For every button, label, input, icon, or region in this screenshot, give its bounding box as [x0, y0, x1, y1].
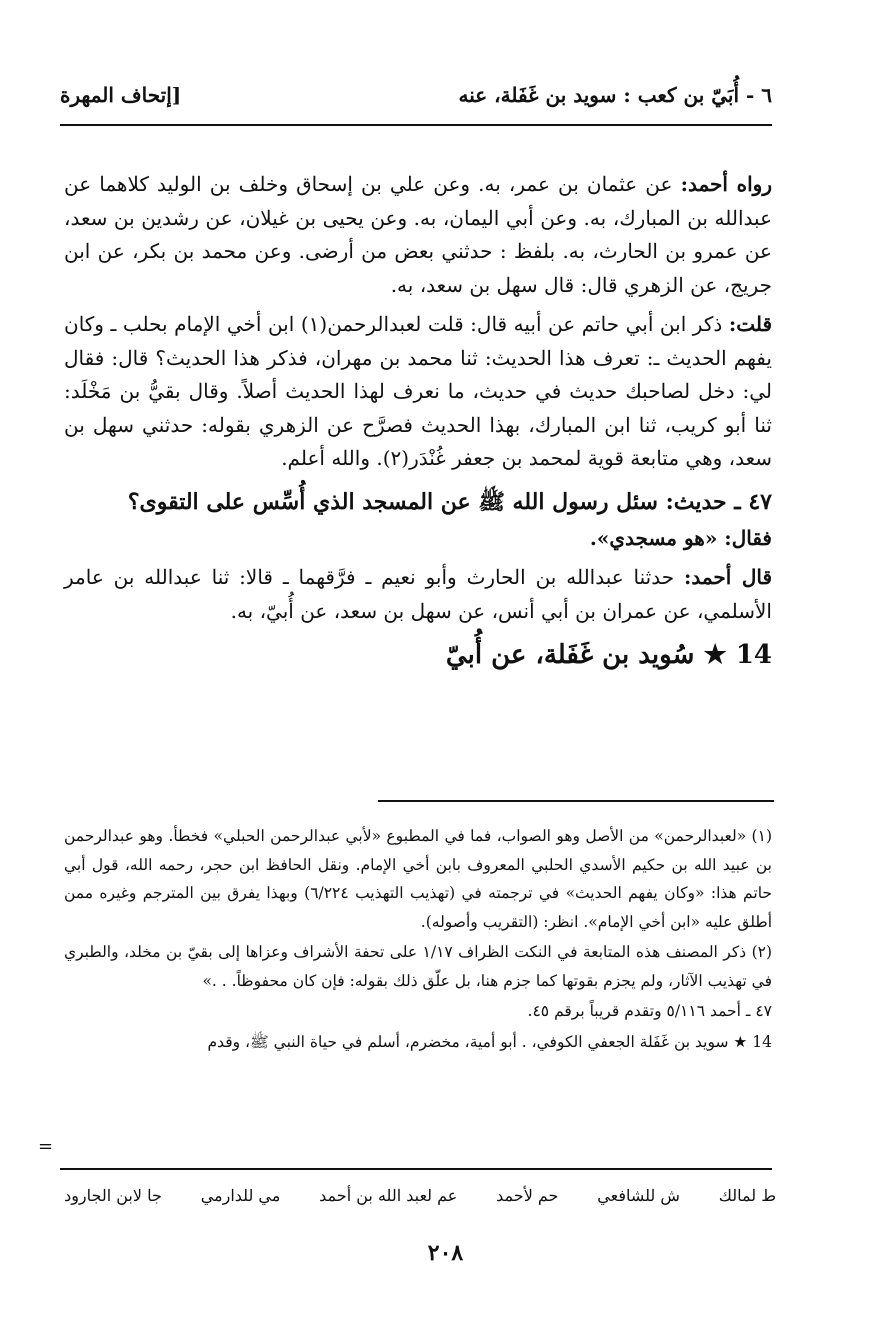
continuation-mark: =	[38, 1136, 54, 1157]
star-icon: ★	[703, 640, 727, 670]
abbreviation-item: عم لعبد الله بن أحمد	[319, 1186, 458, 1205]
footnote-4-text: سويد بن غَفَلة الجعفي الكوفي، . أبو أمية، مخضرم، أسلم في حياة النبي ﷺ، وقدم	[207, 1032, 729, 1051]
hadith-number-label: ٤٧ ـ حديث:	[665, 488, 772, 515]
section-heading	[64, 634, 772, 676]
paragraph-qultu	[64, 308, 772, 476]
abbreviation-item: ط لمالك	[718, 1186, 776, 1205]
hadith-question: سئل رسول الله ﷺ عن المسجد الذي أُسِّس على التقوى؟	[127, 488, 658, 515]
footnote-4	[64, 1028, 772, 1057]
paragraph-text: عن عثمان بن عمر، به. وعن علي بن إسحاق وخلف بن الوليد كلاهما عن عبدالله بن المبارك، به. وعن أبي اليمان، به. وعن يحيى بن غيلان، عن رشدين بن سعد، عن عمرو بن الحارث، به. بلفظ : حدثني بعض من أرضى. وعن محمد بن بكر، عن ابن جريج، عن الزهري قال: قال سهل بن سعد، به.	[64, 172, 772, 297]
hadith-heading	[64, 482, 772, 522]
abbreviation-item: مي للدارمي	[200, 1186, 281, 1205]
star-icon: ★	[733, 1032, 748, 1051]
abbreviation-item: جا لابن الجارود	[64, 1186, 162, 1205]
hadith-answer: فقال: «هو مسجدي».	[589, 525, 772, 550]
abbreviation-item: حم لأحمد	[496, 1186, 559, 1205]
paragraph-ahmad	[64, 561, 772, 628]
abbreviation-item: ش للشافعي	[597, 1186, 680, 1205]
abbreviations-key	[64, 1186, 776, 1205]
header-rule	[60, 124, 772, 126]
footnote-3: ٤٧ ـ أحمد ٥/١١٦ وتقدم قريباً برقم ٤٥.	[527, 1002, 772, 1020]
paragraph-lead: قلت:	[728, 312, 773, 336]
main-text	[64, 168, 772, 676]
header-book-title: [إتحاف المهرة	[60, 83, 182, 107]
header-chapter-title: ٦ - أُبَيّ بن كعب : سويد بن غَفَلة، عنه	[458, 83, 772, 107]
paragraph-riwaya	[64, 168, 772, 302]
paragraph-text: ذكر ابن أبي حاتم عن أبيه قال: قلت لعبدالرحمن(١) ابن أخي الإمام بحلب ـ وكان يفهم الحديث ـ: تعرف هذا الحديث: ثنا محمد بن مهران، فذكر هذا الحديث؟ قال: فقال لي: دخل لصاحبك حديث في حديث، ما نعرف لهذا الحديث أصلاً. وقال بقيُّ بن مَخْلَد: ثنا أبو كريب، ثنا ابن المبارك، بهذا الحديث فصرَّح عن الزهري بقوله: حدثني سهل بن سعد، وهي متابعة قوية لمحمد بن جعفر غُنْدَر(٢). والله أعلم.	[64, 312, 772, 470]
paragraph-lead: قال أحمد:	[683, 565, 773, 589]
footnote-4-number: 14	[752, 1032, 772, 1051]
paragraph-text: حدثنا عبدالله بن الحارث وأبو نعيم ـ فرَّقهما ـ قالا: ثنا عبدالله بن عامر الأسلمي، عن عمران بن أبي أنس، عن سهل بن سعد، عن أُبيّ، به.	[64, 565, 772, 623]
footnote-2: (٢) ذكر المصنف هذه المتابعة في النكت الظراف ١/١٧ على تحفة الأشراف وعزاها إلى بقيّ بن مخلد، والطبري في تهذيب الآثار، ولم يجزم بقوتها كما جزم هنا، بل علّق ذلك بقوله: فإن كان محفوظاً. . .»	[64, 943, 773, 990]
running-header	[60, 78, 772, 112]
page-number: ٢٠٨	[427, 1240, 464, 1266]
paragraph-lead: رواه أحمد:	[680, 172, 773, 196]
footnotes	[64, 822, 772, 1058]
footnote-1: (١) «لعبدالرحمن» من الأصل وهو الصواب، فما في المطبوع «لأبي عبدالرحمن الحبلي» فخطأ. وهو عبدالرحمن بن عبيد الله بن حكيم الأسدي الحلبي المعروف بابن أخي الإمام. ونقل الحافظ ابن حجر، رحمه الله، قول أبي حاتم هذا: «وكان يفهم الحديث» في ترجمته في (تهذيب التهذيب ٦/٢٢٤) وبهذا يفرق بين المترجم وغيره ممن أطلق عليه «ابن أخي الإمام». انظر: (التقريب وأصوله).	[64, 827, 772, 931]
section-number: 14	[735, 640, 772, 670]
footnote-rule	[378, 800, 774, 802]
abbreviations-rule	[60, 1168, 772, 1170]
section-title: سُويد بن غَفَلة، عن أُبيّ	[445, 640, 695, 670]
